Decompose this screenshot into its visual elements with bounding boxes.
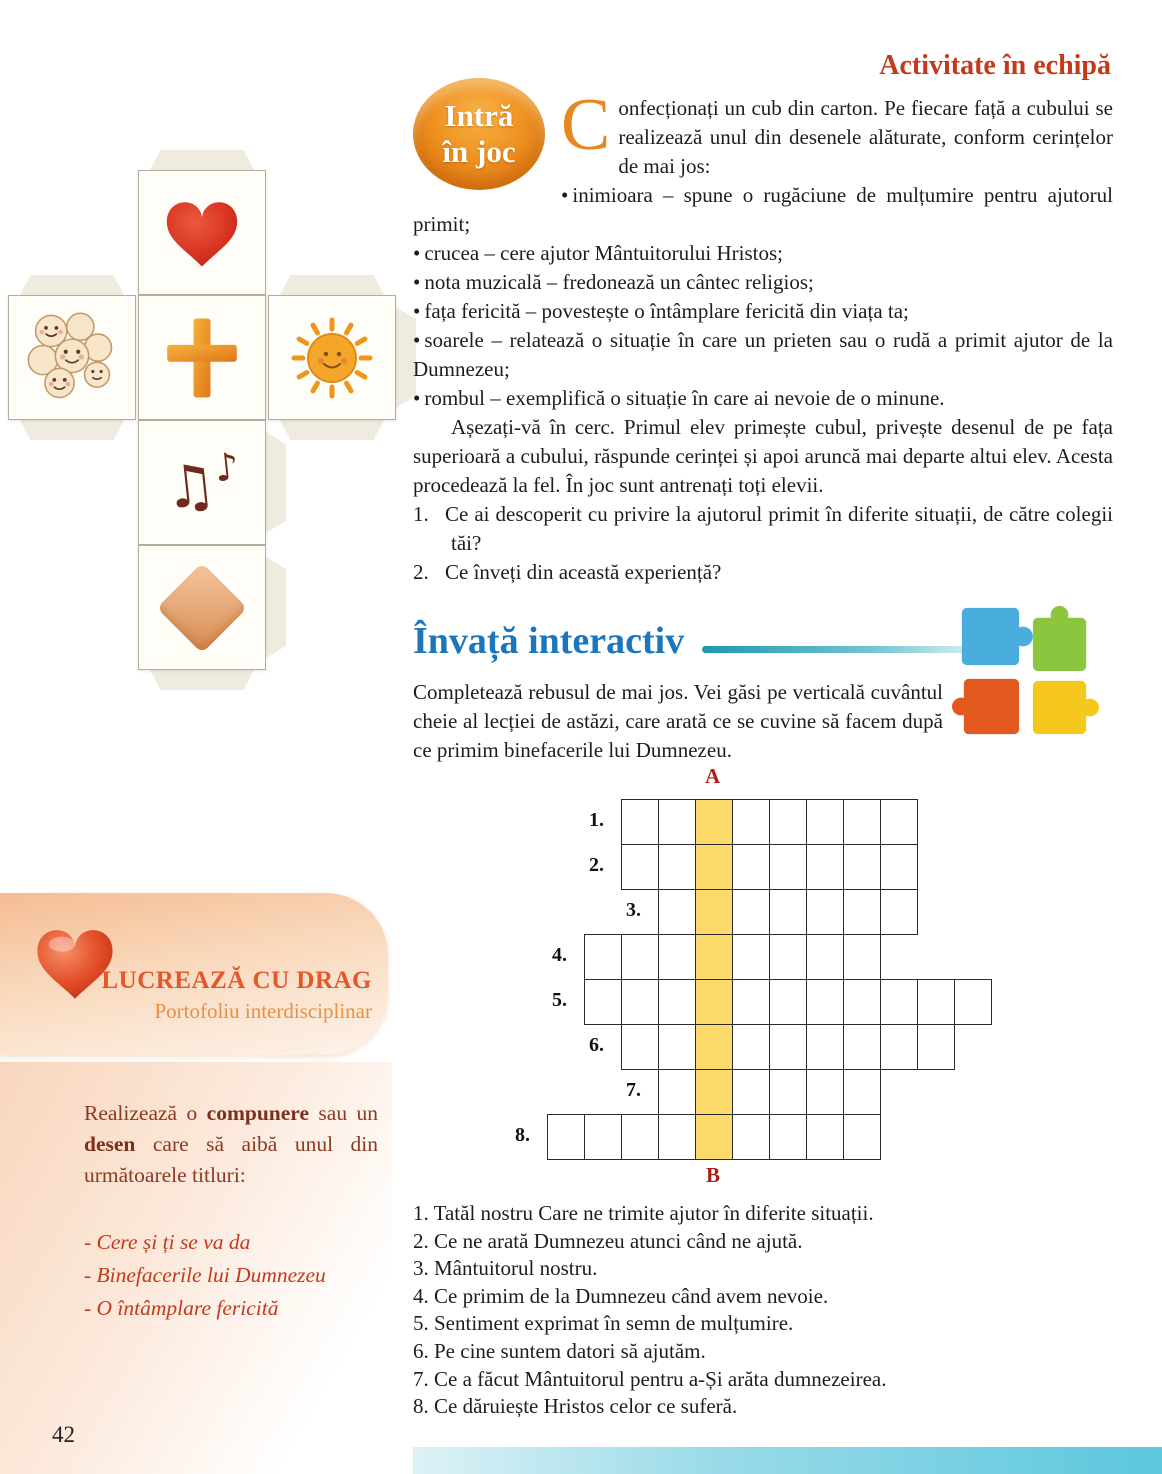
- crossword-cell-highlighted: [695, 1069, 733, 1115]
- crossword-cell: [769, 844, 807, 890]
- clue-item: 5. Sentiment exprimat în semn de mulțumire.: [413, 1311, 794, 1336]
- portfolio-task: Realizează o compunere sau un desen care să aibă unul din următoarele titluri:: [84, 1101, 378, 1187]
- bullet-marker: •: [413, 386, 421, 410]
- crossword-cell-highlighted: [695, 844, 733, 890]
- crossword-cell: [843, 979, 881, 1025]
- crossword-cell: [584, 1114, 622, 1160]
- bullet-marker: •: [413, 328, 421, 352]
- portfolio-card: [0, 893, 388, 1055]
- crossword-cell: [621, 979, 659, 1025]
- crossword-cell: [621, 1114, 659, 1160]
- crossword-cell: [621, 934, 659, 980]
- question-number: 2.: [413, 560, 429, 584]
- rebus-instructions: Completează rebusul de mai jos. Vei găsi pe verticală cuvântul cheie al lecției de astăzi, care arată ce se cuvine să facem după ce primim binefacerile lui Dumnezeu.: [413, 680, 943, 762]
- cube-face-sun: [268, 295, 396, 420]
- badge-line1: Intră: [444, 98, 514, 133]
- crossword-cell: [769, 934, 807, 980]
- bullet-item: • crucea – cere ajutor Mântuitorului Hristos;: [413, 241, 783, 265]
- crossword-cell: [732, 979, 770, 1025]
- bullet-marker: •: [561, 183, 569, 207]
- clue-item: 3. Mântuitorul nostru.: [413, 1256, 598, 1281]
- glue-flap: [20, 275, 124, 295]
- crossword-cell: [954, 979, 992, 1025]
- crossword-cell-highlighted: [695, 1024, 733, 1070]
- crossword-cell: [843, 1114, 881, 1160]
- clue-item: 7. Ce a făcut Mântuitorul pentru a-Și arăta dumnezeirea.: [413, 1366, 887, 1391]
- glue-flap: [20, 420, 124, 440]
- crossword-cell: [880, 799, 918, 845]
- crossword-cell: [880, 844, 918, 890]
- crossword-cell: [806, 979, 844, 1025]
- dropcap-letter: C: [561, 84, 611, 166]
- crossword-cell-highlighted: [695, 799, 733, 845]
- crossword-cell: [658, 1024, 696, 1070]
- crossword-cell: [732, 934, 770, 980]
- crossword-row-label: 8.: [515, 1124, 530, 1146]
- portfolio-title-options: [84, 1226, 326, 1325]
- cube-face-happy-faces: [8, 295, 136, 420]
- glue-flap: [280, 420, 384, 440]
- crossword-row-label: 4.: [552, 944, 567, 966]
- crossword-cell: [806, 799, 844, 845]
- cube-face-heart: [138, 170, 266, 295]
- crossword-cell: [658, 934, 696, 980]
- crossword-row-label: 1.: [589, 809, 604, 831]
- question-item: 2. Ce înveți din această experiență?: [413, 558, 1113, 587]
- crossword-cell: [732, 799, 770, 845]
- crossword-cell: [658, 889, 696, 935]
- glue-flap: [266, 432, 286, 533]
- interactive-heading: Învață interactiv: [413, 620, 685, 662]
- bullet-marker: •: [413, 241, 421, 265]
- crossword-cell: [584, 934, 622, 980]
- clue-item: 4. Ce primim de la Dumnezeu când avem nevoie.: [413, 1283, 829, 1308]
- crossword-cell: [806, 1024, 844, 1070]
- bullet-item: • nota muzicală – fredonează un cântec religios;: [413, 270, 814, 294]
- crossword-cell: [621, 799, 659, 845]
- portfolio-subtitle: Portofoliu interdisciplinar: [154, 999, 372, 1023]
- crossword-cell-highlighted: [695, 889, 733, 935]
- page-number: 42: [52, 1422, 75, 1447]
- crossword-row-label: 7.: [626, 1079, 641, 1101]
- crossword-cell-highlighted: [695, 979, 733, 1025]
- crossword-row-label: 5.: [552, 989, 567, 1011]
- glue-flap: [280, 275, 384, 295]
- crossword-cell: [843, 799, 881, 845]
- clue-item: 8. Ce dăruiește Hristos celor ce suferă.: [413, 1394, 738, 1419]
- crossword-row-label: 6.: [589, 1034, 604, 1056]
- crossword-cell: [843, 1069, 881, 1115]
- game-intro-block: [413, 84, 1113, 587]
- portfolio-title: LUCREAZĂ CU DRAG: [101, 967, 372, 994]
- bullet-item: • inimioara – spune o rugăciune de mulțumire pentru ajutorul primit;: [413, 183, 1113, 236]
- sun-icon: [282, 308, 382, 408]
- bullet-marker: •: [413, 299, 421, 323]
- crossword-cell: [806, 1069, 844, 1115]
- intra-in-joc-badge: [413, 78, 545, 190]
- crossword-cell: [658, 1069, 696, 1115]
- badge-line2: în joc: [442, 134, 516, 169]
- crossword-clues: [413, 1200, 1119, 1421]
- crossword-row-label: 3.: [626, 899, 641, 921]
- cube-face-cross: [138, 295, 266, 420]
- crossword-label-a: A: [705, 764, 721, 788]
- crossword-cell-highlighted: [695, 1114, 733, 1160]
- crossword-cell: [547, 1114, 585, 1160]
- crossword-cell: [732, 1069, 770, 1115]
- crossword-cell: [917, 1024, 955, 1070]
- title-option: - O întâmplare fericită: [84, 1296, 279, 1320]
- cube-face-diamond: [138, 545, 266, 670]
- crossword-cell: [880, 979, 918, 1025]
- crossword-cell: [658, 1114, 696, 1160]
- clue-item: 1. Tatăl nostru Care ne trimite ajutor în diferite situații.: [413, 1201, 874, 1225]
- crossword-cell: [880, 889, 918, 935]
- team-activity-section: [413, 50, 1113, 587]
- glue-flap: [150, 670, 254, 690]
- glue-flap: [150, 150, 254, 170]
- crossword-cell: [769, 889, 807, 935]
- crossword-cell: [769, 1069, 807, 1115]
- crossword-cell: [621, 844, 659, 890]
- bullet-item: • soarele – relatează o situație în care un prieten sau o rudă a primit ajutor de la Dumnezeu;: [413, 328, 1113, 381]
- crossword-cell: [806, 844, 844, 890]
- puzzle-icon: [952, 600, 1100, 746]
- musical-notes-icon: ♫♪: [160, 444, 241, 523]
- crossword-cell: [658, 979, 696, 1025]
- intro-paragraph: Confecționați un cub din carton. Pe fiecare față a cubului se realizează unul din desenele alăturate, conform cerințelor de mai jos:: [561, 84, 1113, 178]
- bottom-decoration-bar: [413, 1447, 1162, 1474]
- bullet-marker: •: [413, 270, 421, 294]
- cube-face-musical-notes: [138, 420, 266, 545]
- crossword-cell: [843, 934, 881, 980]
- crossword-cell: [732, 1114, 770, 1160]
- glue-flap: [266, 557, 286, 658]
- crossword-cell: [584, 979, 622, 1025]
- happy-faces-icon: [20, 306, 124, 410]
- crossword-cell: [806, 934, 844, 980]
- diamond-icon: [157, 562, 248, 653]
- team-activity-heading: Activitate în echipă: [879, 50, 1111, 81]
- instructions-paragraph: Așezați-vă în cerc. Primul elev primește cubul, privește desenul de pe fața superioară a cubului, răspunde cerinței și apoi aruncă mai departe altui elev. Acesta procedează la fel. În joc sunt antrenați toți elevii.: [413, 415, 1113, 497]
- crossword-cell: [806, 1114, 844, 1160]
- crossword-label-b: B: [706, 1163, 721, 1187]
- crossword-cell: [917, 979, 955, 1025]
- crossword-cell: [843, 889, 881, 935]
- bullet-item: • rombul – exemplifică o situație în care ai nevoie de o minune.: [413, 386, 945, 410]
- bullet-item: • fața fericită – povestește o întâmplare fericită din viața ta;: [413, 299, 909, 323]
- cross-icon: [155, 311, 249, 405]
- crossword-cell: [769, 1024, 807, 1070]
- crossword-cell: [769, 1114, 807, 1160]
- crossword-cell: [732, 889, 770, 935]
- crossword-cell: [732, 844, 770, 890]
- crossword-cell: [880, 1024, 918, 1070]
- crossword-cell: [769, 979, 807, 1025]
- crossword-cell: [843, 844, 881, 890]
- crossword-cell: [658, 844, 696, 890]
- question-number: 1.: [413, 502, 429, 526]
- crossword-cell: [732, 1024, 770, 1070]
- clue-item: 2. Ce ne arată Dumnezeu atunci când ne ajută.: [413, 1228, 803, 1253]
- crossword-cell: [843, 1024, 881, 1070]
- crossword-cell: [769, 799, 807, 845]
- crossword-cell: [658, 799, 696, 845]
- crossword-cell: [806, 889, 844, 935]
- title-option: - Cere și ți se va da: [84, 1230, 251, 1254]
- heart-icon: [158, 191, 246, 275]
- question-item: 1. Ce ai descoperit cu privire la ajutorul primit în diferite situații, de către colegii tăi?: [413, 502, 1113, 555]
- crossword-cell-highlighted: [695, 934, 733, 980]
- title-option: - Binefacerile lui Dumnezeu: [84, 1263, 326, 1287]
- clue-item: 6. Pe cine suntem datori să ajutăm.: [413, 1338, 706, 1363]
- crossword-row-label: 2.: [589, 854, 604, 876]
- crossword-cell: [621, 1024, 659, 1070]
